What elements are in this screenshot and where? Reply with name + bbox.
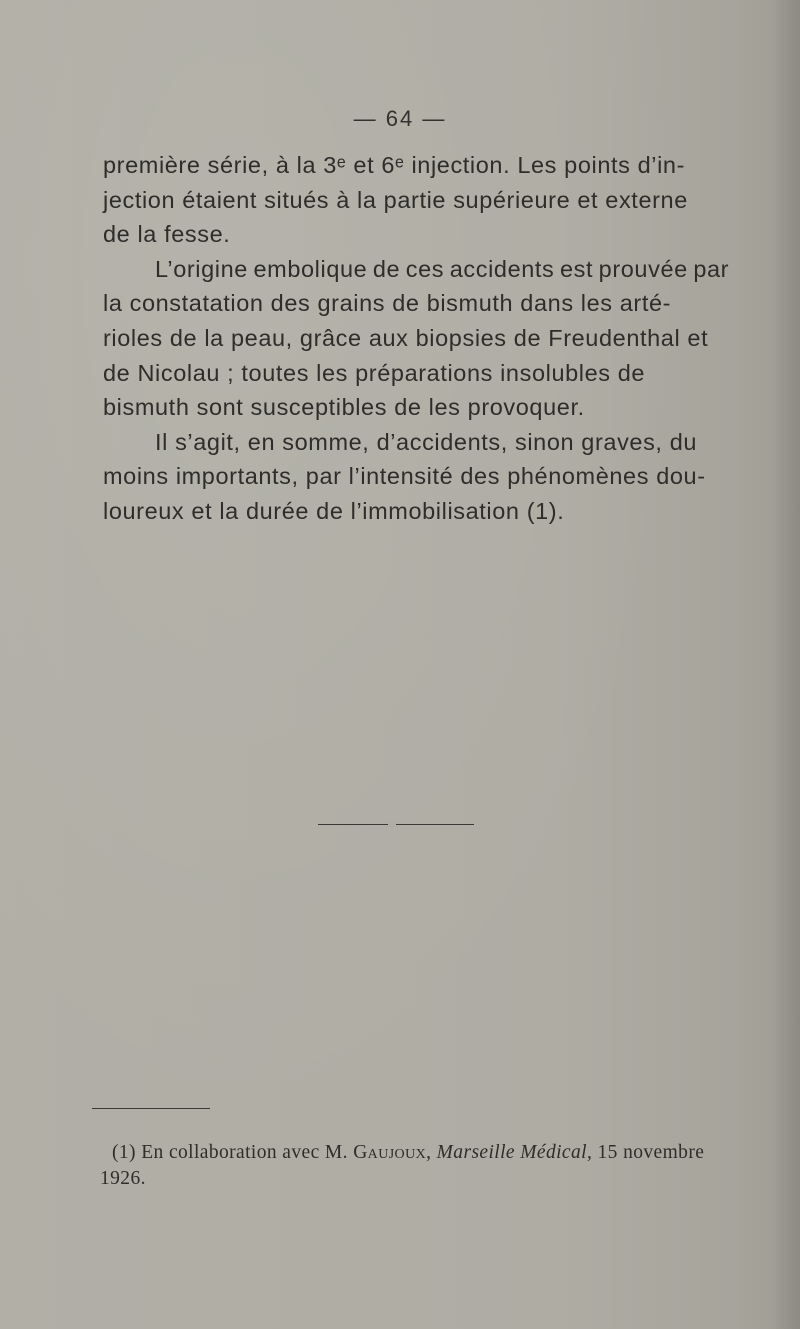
text-line: L’origine embolique de ces accidents est prouvée par xyxy=(155,255,730,282)
paragraph-3 xyxy=(103,425,729,529)
page-number: — 64 — xyxy=(353,106,447,131)
text-line: bismuth sont susceptibles de les provoquer. xyxy=(103,394,585,421)
footnote-line-1 xyxy=(100,1140,720,1166)
footnote-rule xyxy=(92,1108,210,1109)
footnote-journal: Marseille Médical, xyxy=(436,1142,593,1163)
text-line: de Nicolau ; toutes les préparations insolubles de xyxy=(103,359,646,386)
paragraph-1 xyxy=(103,148,729,252)
footnote xyxy=(100,1140,720,1192)
footnote-date: 15 novembre xyxy=(597,1142,705,1163)
paragraph-2 xyxy=(103,252,729,425)
footnote-author: Gaujoux, xyxy=(353,1142,432,1163)
text-line: jection étaient situés à la partie supérieure et externe xyxy=(103,186,688,213)
footnote-prefix: En collaboration avec M. xyxy=(141,1142,348,1163)
page-edge-shadow xyxy=(770,0,800,1329)
footnote-marker: (1) xyxy=(112,1142,136,1163)
text-line: loureux et la durée de l’immobilisation (1). xyxy=(103,497,565,524)
text-line: de la fesse. xyxy=(103,221,231,248)
text-line: la constatation des grains de bismuth dans les arté- xyxy=(103,290,672,317)
footnote-line-2: 1926. xyxy=(100,1168,146,1189)
text-line: première série, à la 3ᵉ et 6ᵉ injection. Les points d’in- xyxy=(103,152,685,178)
divider-gap xyxy=(388,822,396,827)
section-divider xyxy=(318,824,474,825)
text-line: Il s’agit, en somme, d’accidents, sinon graves, du xyxy=(155,428,698,455)
text-line: rioles de la peau, grâce aux biopsies de Freudenthal et xyxy=(103,324,709,351)
body-text xyxy=(103,148,729,529)
text-line: moins importants, par l’intensité des phénomènes dou- xyxy=(103,463,706,490)
